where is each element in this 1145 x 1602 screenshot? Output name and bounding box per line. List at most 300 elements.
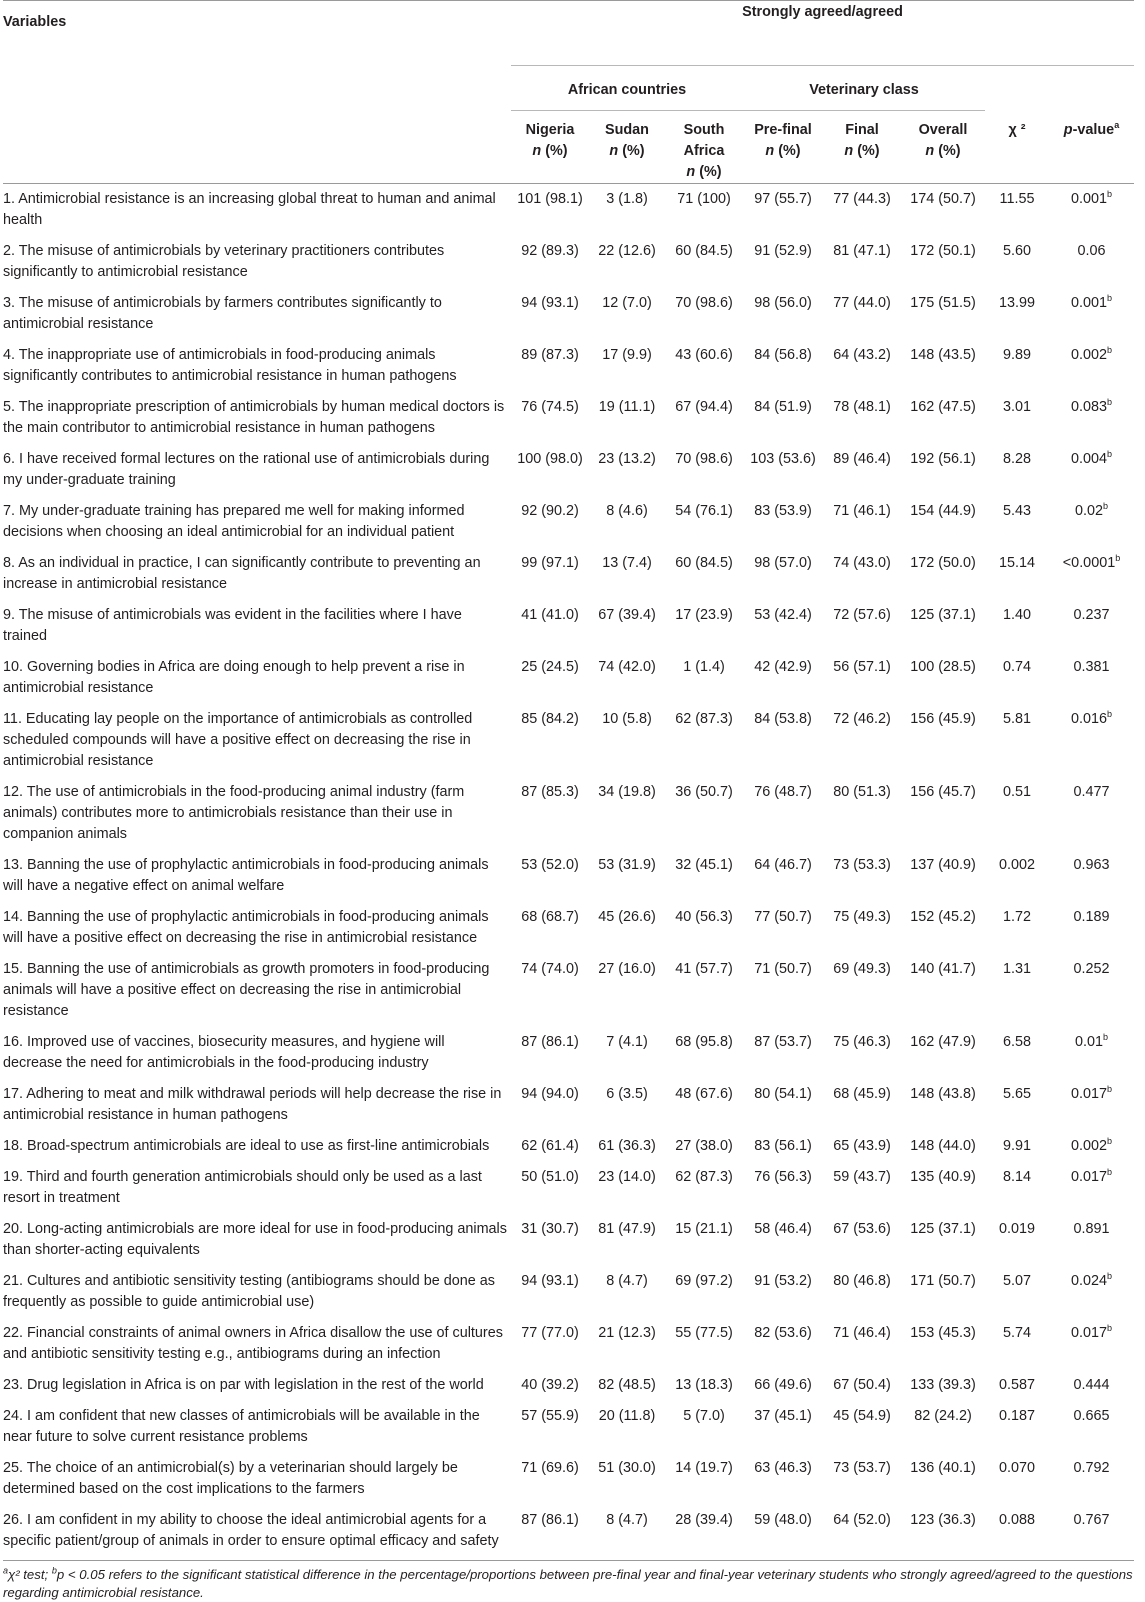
- overall-cell: 100 (28.5): [910, 659, 976, 675]
- variable-cell: 11. Educating lay people on the importance of antimicrobials as controlled scheduled compounds will have a positive effect on decreasing the rise in antimicrobial resistance: [3, 711, 473, 769]
- nigeria-cell: 76 (74.5): [521, 399, 579, 415]
- chi2-cell: 8.14: [1002, 1169, 1031, 1185]
- final-cell: 72 (46.2): [833, 711, 891, 727]
- overall-cell: 162 (47.5): [910, 399, 976, 415]
- south-africa-cell: 67 (94.4): [675, 399, 733, 415]
- pvalue-text: 0.002: [1070, 347, 1107, 363]
- pvalue-cell: [1049, 1453, 1134, 1505]
- table-row: [3, 1401, 1134, 1453]
- nigeria-cell: 100 (98.0): [517, 451, 583, 467]
- table-row: [3, 1214, 1134, 1266]
- sudan-cell: 19 (11.1): [598, 399, 656, 415]
- overall-cell: 136 (40.1): [910, 1460, 976, 1476]
- pvalue-text: 0.01: [1074, 1034, 1103, 1050]
- nigeria-cell: 87 (85.3): [521, 784, 579, 800]
- pvalue-footnote-mark: b: [1107, 1271, 1113, 1282]
- chi2-cell: 0.002: [998, 857, 1035, 873]
- south-africa-cell: 70 (98.6): [675, 451, 733, 467]
- chi2-cell: 5.43: [1002, 503, 1031, 519]
- sudan-cell: 27 (16.0): [598, 961, 656, 977]
- variable-cell: 10. Governing bodies in Africa are doing enough to help prevent a rise in antimicrobial resistance: [3, 659, 465, 696]
- pvalue-cell: [1049, 340, 1134, 392]
- south-africa-cell: 60 (84.5): [675, 243, 733, 259]
- final-cell: 75 (49.3): [833, 909, 891, 925]
- final-cell: 73 (53.7): [833, 1460, 891, 1476]
- header-south-africa: South Africa n (%): [665, 111, 743, 184]
- south-africa-cell: 60 (84.5): [675, 555, 733, 571]
- nigeria-cell: 92 (89.3): [521, 243, 579, 259]
- pvalue-footnote-mark: b: [1103, 501, 1109, 512]
- prefinal-cell: 76 (48.7): [754, 784, 812, 800]
- variable-cell: 17. Adhering to meat and milk withdrawal periods will help decrease the rise in antimicrobial resistance in human pathogens: [3, 1086, 502, 1123]
- table-row: [3, 496, 1134, 548]
- nigeria-cell: 87 (86.1): [521, 1034, 579, 1050]
- variable-cell: 13. Banning the use of prophylactic antimicrobials in food-producing animals will have a negative effect on animal welfare: [3, 857, 489, 894]
- pvalue-cell: [1049, 288, 1134, 340]
- final-cell: 80 (51.3): [833, 784, 891, 800]
- chi2-cell: 5.60: [1002, 243, 1031, 259]
- table-row: [3, 1131, 1134, 1162]
- south-africa-cell: 41 (57.7): [675, 961, 733, 977]
- chi2-cell: 1.40: [1002, 607, 1031, 623]
- variable-cell: 3. The misuse of antimicrobials by farmers contributes significantly to antimicrobial resistance: [3, 295, 442, 332]
- pvalue-cell: [1049, 392, 1134, 444]
- prefinal-cell: 37 (45.1): [754, 1408, 812, 1424]
- nigeria-cell: 74 (74.0): [521, 961, 579, 977]
- pvalue-cell: [1049, 444, 1134, 496]
- table-row: [3, 236, 1134, 288]
- pvalue-footnote-mark: b: [1103, 1032, 1109, 1043]
- prefinal-cell: 64 (46.7): [754, 857, 812, 873]
- variable-cell: 20. Long-acting antimicrobials are more ideal for use in food-producing animals than shorter-acting equivalents: [3, 1221, 507, 1258]
- south-africa-cell: 54 (76.1): [675, 503, 733, 519]
- pvalue-footnote-mark: b: [1107, 1084, 1113, 1095]
- variable-cell: 5. The inappropriate prescription of antimicrobials by human medical doctors is the main contributor to antimicrobial resistance in human pathogens: [3, 399, 505, 436]
- nigeria-cell: 94 (93.1): [521, 1273, 579, 1289]
- table-body: [3, 184, 1134, 1561]
- prefinal-cell: 66 (49.6): [754, 1377, 812, 1393]
- header-nigeria: Nigeria n (%): [511, 111, 589, 184]
- overall-cell: 148 (43.8): [910, 1086, 976, 1102]
- final-cell: 78 (48.1): [833, 399, 891, 415]
- nigeria-cell: 89 (87.3): [521, 347, 579, 363]
- pvalue-footnote-mark: b: [1107, 709, 1113, 720]
- south-africa-cell: 55 (77.5): [675, 1325, 733, 1341]
- pvalue-cell: [1049, 1505, 1134, 1561]
- nigeria-cell: 40 (39.2): [521, 1377, 579, 1393]
- final-cell: 73 (53.3): [833, 857, 891, 873]
- nigeria-cell: 94 (94.0): [521, 1086, 579, 1102]
- sudan-cell: 61 (36.3): [598, 1138, 656, 1154]
- nigeria-cell: 87 (86.1): [511, 1505, 589, 1561]
- n-pct-suffix: (%): [699, 164, 722, 180]
- pvalue-cell: [1049, 902, 1134, 954]
- overall-cell: 152 (45.2): [910, 909, 976, 925]
- table-row: [3, 902, 1134, 954]
- south-africa-cell: 15 (21.1): [675, 1221, 733, 1237]
- pvalue-text: 0.001: [1070, 295, 1107, 311]
- pvalue-text: 0.017: [1070, 1086, 1107, 1102]
- table-row: [3, 1318, 1134, 1370]
- chi2-cell: 9.89: [1002, 347, 1031, 363]
- sudan-cell: 8 (4.6): [606, 503, 648, 519]
- nigeria-cell: 101 (98.1): [517, 191, 583, 207]
- sudan-cell: 34 (19.8): [598, 784, 656, 800]
- chi2-cell: 5.81: [1002, 711, 1031, 727]
- chi2-cell: 13.99: [998, 295, 1035, 311]
- overall-cell: 135 (40.9): [910, 1169, 976, 1185]
- n-pct-suffix: (%): [622, 143, 645, 159]
- pvalue-text: 0.189: [1073, 909, 1110, 925]
- prefinal-cell: 58 (46.4): [754, 1221, 812, 1237]
- final-cell: 68 (45.9): [833, 1086, 891, 1102]
- variable-cell: 12. The use of antimicrobials in the food-producing animal industry (farm animals) contributes more to antimicrobials resistance than their use in companion animals: [3, 784, 465, 842]
- overall-cell: 154 (44.9): [910, 503, 976, 519]
- n-pct-suffix: (%): [938, 143, 961, 159]
- final-cell: 67 (53.6): [833, 1221, 891, 1237]
- final-cell: 59 (43.7): [833, 1169, 891, 1185]
- prefinal-cell: 91 (52.9): [754, 243, 812, 259]
- table-row: [3, 1162, 1134, 1214]
- variable-cell: 21. Cultures and antibiotic sensitivity testing (antibiograms should be done as frequently as possible to guide antimicrobial use): [3, 1273, 495, 1310]
- sudan-cell: 22 (12.6): [598, 243, 656, 259]
- pvalue-footnote-mark: b: [1107, 189, 1113, 200]
- final-cell: 80 (46.8): [833, 1273, 891, 1289]
- header-chi2: χ ²: [985, 111, 1049, 184]
- n-pct-suffix: (%): [857, 143, 880, 159]
- overall-cell: 153 (45.3): [910, 1325, 976, 1341]
- overall-cell: 137 (40.9): [910, 857, 976, 873]
- south-africa-cell: 36 (50.7): [675, 784, 733, 800]
- south-africa-cell: 62 (87.3): [675, 1169, 733, 1185]
- table-row: [3, 954, 1134, 1027]
- chi2-cell: 0.74: [1002, 659, 1031, 675]
- sudan-cell: 21 (12.3): [598, 1325, 656, 1341]
- south-africa-cell: 43 (60.6): [675, 347, 733, 363]
- table-row: [3, 777, 1134, 850]
- prefinal-cell: 82 (53.6): [754, 1325, 812, 1341]
- variable-cell: 1. Antimicrobial resistance is an increasing global threat to human and animal health: [3, 191, 496, 228]
- pvalue-cell: [1049, 1266, 1134, 1318]
- pvalue-text: 0.891: [1073, 1221, 1110, 1237]
- nigeria-cell: 62 (61.4): [521, 1138, 579, 1154]
- sudan-cell: 67 (39.4): [598, 607, 656, 623]
- table-row: [3, 548, 1134, 600]
- pvalue-text: 0.444: [1073, 1377, 1110, 1393]
- variable-cell: 16. Improved use of vaccines, biosecurity measures, and hygiene will decrease the need for antimicrobials in the food-producing industry: [3, 1034, 445, 1071]
- pvalue-cell: [1049, 496, 1134, 548]
- pvalue-cell: [1049, 548, 1134, 600]
- final-cell: 74 (43.0): [833, 555, 891, 571]
- pvalue-text: 0.06: [1077, 243, 1106, 259]
- pvalue-footnote-mark: b: [1115, 553, 1121, 564]
- pvalue-text: 0.017: [1070, 1325, 1107, 1341]
- overall-cell: 162 (47.9): [910, 1034, 976, 1050]
- nigeria-cell: 50 (51.0): [521, 1169, 579, 1185]
- final-cell: 64 (52.0): [823, 1505, 901, 1561]
- sudan-cell: 6 (3.5): [606, 1086, 648, 1102]
- pvalue-footnote-mark: b: [1107, 1167, 1113, 1178]
- prefinal-cell: 71 (50.7): [754, 961, 812, 977]
- nigeria-cell: 85 (84.2): [521, 711, 579, 727]
- nigeria-cell: 41 (41.0): [521, 607, 579, 623]
- variable-cell: 18. Broad-spectrum antimicrobials are ideal to use as first-line antimicrobials: [3, 1138, 490, 1154]
- overall-cell: 140 (41.7): [910, 961, 976, 977]
- pvalue-footnote-mark: b: [1107, 345, 1113, 356]
- variable-cell: 22. Financial constraints of animal owners in Africa disallow the use of cultures and antibiotic sensitivity testing e.g., antibiograms during an infection: [3, 1325, 503, 1362]
- nigeria-cell: 77 (77.0): [521, 1325, 579, 1341]
- prefinal-cell: 103 (53.6): [750, 451, 816, 467]
- pvalue-text: 0.001: [1070, 191, 1107, 207]
- south-africa-cell: 28 (39.4): [665, 1505, 743, 1561]
- south-africa-cell: 48 (67.6): [675, 1086, 733, 1102]
- variable-cell: 14. Banning the use of prophylactic antimicrobials in food-producing animals will have a positive effect on decreasing the rise in antimicrobial resistance: [3, 909, 489, 946]
- final-cell: 72 (57.6): [833, 607, 891, 623]
- prefinal-cell: 84 (56.8): [754, 347, 812, 363]
- chi2-cell: 15.14: [998, 555, 1035, 571]
- final-cell: 81 (47.1): [833, 243, 891, 259]
- variable-cell: 4. The inappropriate use of antimicrobials in food-producing animals significantly contributes to antimicrobial resistance in human pathogens: [3, 347, 457, 384]
- final-cell: 65 (43.9): [833, 1138, 891, 1154]
- final-cell: 75 (46.3): [833, 1034, 891, 1050]
- south-africa-cell: 32 (45.1): [675, 857, 733, 873]
- prefinal-cell: 84 (53.8): [754, 711, 812, 727]
- pvalue-cell: [1049, 184, 1134, 237]
- prefinal-cell: 91 (53.2): [754, 1273, 812, 1289]
- overall-cell: 175 (51.5): [910, 295, 976, 311]
- final-cell: 69 (49.3): [833, 961, 891, 977]
- chi2-cell: 8.28: [1002, 451, 1031, 467]
- pvalue-text: 0.381: [1073, 659, 1110, 675]
- chi2-cell: 0.587: [998, 1377, 1035, 1393]
- pvalue-text: 0.024: [1070, 1273, 1107, 1289]
- nigeria-cell: 57 (55.9): [521, 1408, 579, 1424]
- south-africa-cell: 13 (18.3): [675, 1377, 733, 1393]
- overall-cell: 172 (50.0): [910, 555, 976, 571]
- variable-cell: 6. I have received formal lectures on the rational use of antimicrobials during my under-graduate training: [3, 451, 490, 488]
- variable-cell: 25. The choice of an antimicrobial(s) by a veterinarian should largely be determined based on the cost implications to the farmers: [3, 1460, 458, 1497]
- prefinal-cell: 59 (48.0): [743, 1505, 823, 1561]
- pvalue-cell: [1049, 1318, 1134, 1370]
- variable-cell: 7. My under-graduate training has prepared me well for making informed decisions when choosing an ideal antimicrobial for an individual patient: [3, 503, 465, 540]
- header-overall: Overall n (%): [901, 111, 985, 184]
- south-africa-cell: 5 (7.0): [683, 1408, 725, 1424]
- final-cell: 56 (57.1): [833, 659, 891, 675]
- pvalue-footnote-mark: b: [1107, 1136, 1113, 1147]
- pvalue-cell: [1049, 652, 1134, 704]
- sudan-cell: 51 (30.0): [598, 1460, 656, 1476]
- table-row: [3, 1453, 1134, 1505]
- sudan-cell: 82 (48.5): [598, 1377, 656, 1393]
- sudan-cell: 10 (5.8): [602, 711, 652, 727]
- pvalue-text: 0.767: [1073, 1512, 1110, 1528]
- variable-cell: 26. I am confident in my ability to choose the ideal antimicrobial agents for a specific patient/group of animals in order to ensure optimal efficacy and safety: [3, 1505, 511, 1561]
- header-veterinary-class: Veterinary class: [743, 66, 985, 111]
- table-row: [3, 652, 1134, 704]
- prefinal-cell: 53 (42.4): [754, 607, 812, 623]
- chi2-cell: 0.088: [985, 1505, 1049, 1561]
- variable-cell: 9. The misuse of antimicrobials was evident in the facilities where I have trained: [3, 607, 462, 644]
- table-row: [3, 1266, 1134, 1318]
- final-cell: 45 (54.9): [833, 1408, 891, 1424]
- variable-cell: 23. Drug legislation in Africa is on par with legislation in the rest of the world: [3, 1377, 484, 1393]
- nigeria-cell: 99 (97.1): [521, 555, 579, 571]
- south-africa-cell: 40 (56.3): [675, 909, 733, 925]
- chi2-cell: 5.74: [1002, 1325, 1031, 1341]
- sudan-cell: 81 (47.9): [598, 1221, 656, 1237]
- table-row: [3, 288, 1134, 340]
- south-africa-cell: 68 (95.8): [675, 1034, 733, 1050]
- final-cell: 71 (46.1): [833, 503, 891, 519]
- pvalue-text: 0.083: [1070, 399, 1107, 415]
- overall-cell: 171 (50.7): [910, 1273, 976, 1289]
- final-cell: 67 (50.4): [833, 1377, 891, 1393]
- pvalue-cell: [1049, 777, 1134, 850]
- sudan-cell: 20 (11.8): [598, 1408, 656, 1424]
- overall-cell: 123 (36.3): [901, 1505, 985, 1561]
- pvalue-text: 0.665: [1073, 1408, 1110, 1424]
- overall-cell: 125 (37.1): [910, 607, 976, 623]
- prefinal-cell: 80 (54.1): [754, 1086, 812, 1102]
- chi2-cell: 0.187: [998, 1408, 1035, 1424]
- nigeria-cell: 92 (90.2): [521, 503, 579, 519]
- south-africa-cell: 14 (19.7): [675, 1460, 733, 1476]
- variable-cell: 2. The misuse of antimicrobials by veterinary practitioners contributes significantly to antimicrobial resistance: [3, 243, 445, 280]
- header-final: Final n (%): [823, 111, 901, 184]
- pvalue-text: 0.017: [1070, 1169, 1107, 1185]
- final-cell: 71 (46.4): [833, 1325, 891, 1341]
- chi2-cell: 11.55: [999, 191, 1035, 207]
- overall-cell: 82 (24.2): [914, 1408, 972, 1424]
- south-africa-cell: 17 (23.9): [675, 607, 733, 623]
- table-row: [3, 850, 1134, 902]
- chi2-cell: 1.31: [1002, 961, 1031, 977]
- chi2-cell: 3.01: [1002, 399, 1031, 415]
- prefinal-cell: 77 (50.7): [754, 909, 812, 925]
- overall-cell: 148 (43.5): [910, 347, 976, 363]
- nigeria-cell: 94 (93.1): [521, 295, 579, 311]
- table-row: [3, 1027, 1134, 1079]
- overall-cell: 125 (37.1): [910, 1221, 976, 1237]
- south-africa-cell: 70 (98.6): [675, 295, 733, 311]
- pvalue-cell: [1049, 236, 1134, 288]
- header-pvalue: p-value$^a$: [1049, 111, 1134, 184]
- south-africa-cell: 27 (38.0): [675, 1138, 733, 1154]
- variable-cell: 24. I am confident that new classes of antimicrobials will be available in the near future to solve current resistance problems: [3, 1408, 480, 1445]
- prefinal-cell: 87 (53.7): [754, 1034, 812, 1050]
- variable-cell: 19. Third and fourth generation antimicrobials should only be used as a last resort in treatment: [3, 1169, 482, 1206]
- pvalue-cell: [1049, 850, 1134, 902]
- variable-cell: 15. Banning the use of antimicrobials as growth promoters in food-producing animals will have a positive effect on decreasing the rise in antimicrobial resistance: [3, 961, 490, 1019]
- chi2-cell: 5.07: [1002, 1273, 1031, 1289]
- prefinal-cell: 98 (57.0): [754, 555, 812, 571]
- south-africa-cell: 69 (97.2): [675, 1273, 733, 1289]
- n-pct-suffix: (%): [545, 143, 568, 159]
- header-african-countries: African countries: [511, 66, 743, 111]
- prefinal-cell: 83 (56.1): [754, 1138, 812, 1154]
- sudan-cell: 7 (4.1): [606, 1034, 648, 1050]
- pvalue-cell: [1049, 1370, 1134, 1401]
- sudan-cell: 45 (26.6): [598, 909, 656, 925]
- south-africa-cell: 71 (100): [677, 191, 731, 207]
- pvalue-cell: [1049, 1401, 1134, 1453]
- sudan-cell: 23 (13.2): [598, 451, 656, 467]
- pvalue-text: 0.477: [1073, 784, 1110, 800]
- sudan-cell: 8 (4.7): [606, 1273, 648, 1289]
- sudan-cell: 17 (9.9): [602, 347, 652, 363]
- sudan-cell: 74 (42.0): [598, 659, 656, 675]
- header-prefinal: Pre-final n (%): [743, 111, 823, 184]
- pvalue-cell: [1049, 954, 1134, 1027]
- chi2-cell: 9.91: [1002, 1138, 1031, 1154]
- pvalue-cell: [1049, 1162, 1134, 1214]
- pvalue-text: 0.016: [1070, 711, 1107, 727]
- prefinal-cell: 42 (42.9): [754, 659, 812, 675]
- overall-cell: 148 (44.0): [910, 1138, 976, 1154]
- final-cell: 77 (44.0): [833, 295, 891, 311]
- final-cell: 77 (44.3): [833, 191, 891, 207]
- sudan-cell: 12 (7.0): [602, 295, 652, 311]
- table-row: [3, 600, 1134, 652]
- pvalue-text: 0.252: [1073, 961, 1110, 977]
- header-sudan: Sudan n (%): [589, 111, 665, 184]
- pvalue-text: 0.792: [1073, 1460, 1110, 1476]
- table-row: [3, 704, 1134, 777]
- table-row: [3, 1370, 1134, 1401]
- chi2-cell: 0.019: [998, 1221, 1035, 1237]
- pvalue-text: <0.0001: [1062, 555, 1116, 571]
- table-footnote: $^a$χ² test; $^b$p < 0.05 refers to the significant statistical difference in the percentage/proportions between pre-final year and final-year veterinary students who strongly agreed/agreed to the questions regarding antimicrobial resistance.: [3, 1565, 1133, 1600]
- nigeria-cell: 71 (69.6): [521, 1460, 579, 1476]
- n-pct-suffix: (%): [778, 143, 801, 159]
- chi2-cell: 6.58: [1002, 1034, 1031, 1050]
- table-row: [3, 392, 1134, 444]
- prefinal-cell: 76 (56.3): [754, 1169, 812, 1185]
- table-row: [3, 444, 1134, 496]
- pvalue-footnote-mark: b: [1107, 449, 1113, 460]
- pvalue-cell: [1049, 1027, 1134, 1079]
- header-strongly-agreed: Strongly agreed/agreed: [511, 2, 1134, 35]
- pvalue-footnote-mark: b: [1107, 293, 1113, 304]
- nigeria-cell: 53 (52.0): [521, 857, 579, 873]
- south-africa-cell: 62 (87.3): [675, 711, 733, 727]
- variable-cell: 8. As an individual in practice, I can significantly contribute to preventing an increase in antimicrobial resistance: [3, 555, 481, 592]
- overall-cell: 133 (39.3): [910, 1377, 976, 1393]
- chi2-cell: 0.51: [1002, 784, 1031, 800]
- chi2-cell: 0.070: [998, 1460, 1035, 1476]
- table-row: [3, 340, 1134, 392]
- final-cell: 89 (46.4): [833, 451, 891, 467]
- prefinal-cell: 83 (53.9): [754, 503, 812, 519]
- overall-cell: 192 (56.1): [910, 451, 976, 467]
- pvalue-text: 0.004: [1070, 451, 1107, 467]
- nigeria-cell: 25 (24.5): [521, 659, 579, 675]
- pvalue-text: 0.963: [1073, 857, 1110, 873]
- pvalue-text: 0.002: [1070, 1138, 1107, 1154]
- sudan-cell: 8 (4.7): [589, 1505, 665, 1561]
- sudan-cell: 23 (14.0): [598, 1169, 656, 1185]
- results-table: [3, 0, 1134, 1561]
- sudan-cell: 53 (31.9): [598, 857, 656, 873]
- overall-cell: 174 (50.7): [910, 191, 976, 207]
- chi2-cell: 5.65: [1002, 1086, 1031, 1102]
- prefinal-cell: 63 (46.3): [754, 1460, 812, 1476]
- pvalue-text: 0.237: [1073, 607, 1110, 623]
- overall-cell: 172 (50.1): [910, 243, 976, 259]
- overall-cell: 156 (45.7): [910, 784, 976, 800]
- sudan-cell: 3 (1.8): [606, 191, 648, 207]
- overall-cell: 156 (45.9): [910, 711, 976, 727]
